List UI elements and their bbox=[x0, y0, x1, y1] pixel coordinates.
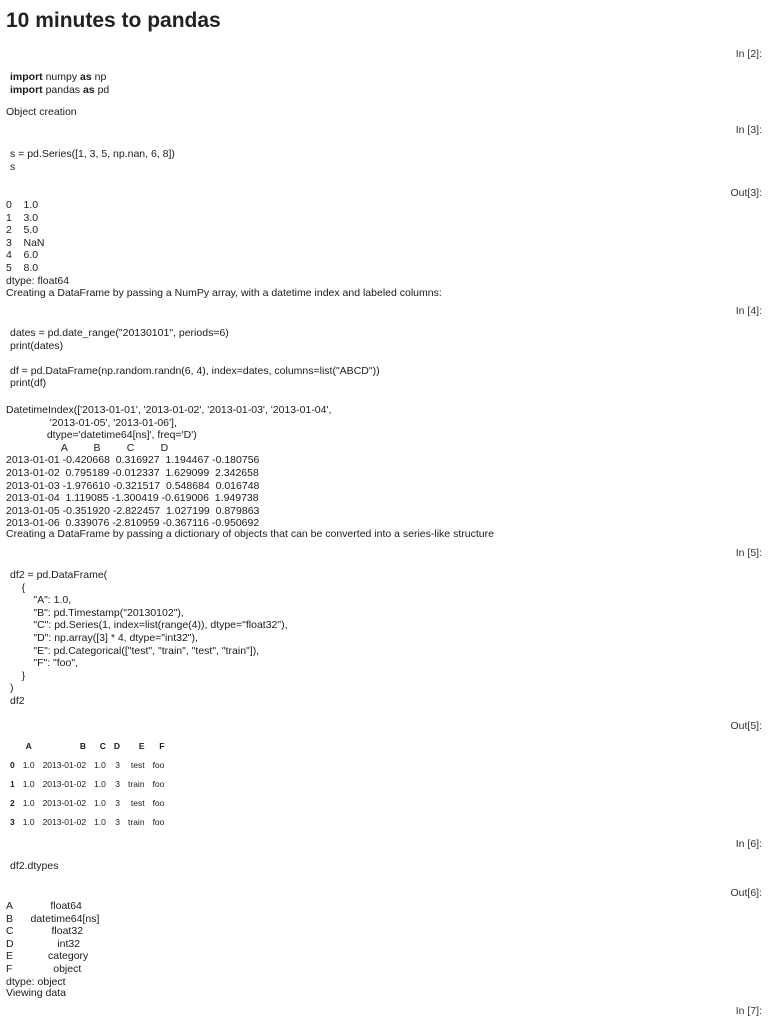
table-cell: 2013-01-02 bbox=[42, 759, 87, 770]
output-text: A float64 B datetime64[ns] C float32 D int32 E category F object dtype: object bbox=[6, 900, 100, 988]
input-prompt: In [6]: bbox=[735, 838, 762, 850]
code-token: numpy bbox=[42, 71, 81, 83]
dataframe-table bbox=[6, 736, 168, 831]
code-cell[interactable]: s = pd.Series([1, 3, 5, np.nan, 6, 8]) s bbox=[10, 148, 175, 173]
code-cell[interactable]: df2.dtypes bbox=[10, 860, 59, 872]
table-cell: 1.0 bbox=[94, 759, 106, 770]
table-cell: train bbox=[128, 778, 145, 789]
markdown-text: Viewing data bbox=[6, 987, 66, 999]
column-header: E bbox=[138, 740, 145, 751]
table-cell: 1.0 bbox=[94, 797, 106, 808]
index-header bbox=[6, 736, 19, 755]
table-cell: foo bbox=[152, 778, 165, 789]
table-cell: 1.0 bbox=[94, 816, 106, 827]
table-cell: test bbox=[130, 759, 145, 770]
input-prompt: In [3]: bbox=[735, 124, 762, 136]
column-header: B bbox=[79, 740, 87, 751]
code-cell[interactable] bbox=[10, 71, 109, 96]
row-index: 1 bbox=[10, 778, 15, 789]
markdown-text: Creating a DataFrame by passing a dictionary of objects that can be converted into a series-like structure bbox=[6, 528, 494, 540]
table-cell: 2013-01-02 bbox=[42, 797, 87, 808]
table-cell: 1.0 bbox=[94, 778, 106, 789]
row-index: 3 bbox=[10, 816, 15, 827]
table-cell: 2013-01-02 bbox=[42, 778, 87, 789]
input-prompt: In [5]: bbox=[735, 547, 762, 559]
table-cell: 1.0 bbox=[22, 759, 35, 770]
table-cell: foo bbox=[152, 759, 165, 770]
table-cell: foo bbox=[152, 816, 165, 827]
markdown-text: Object creation bbox=[6, 106, 77, 118]
table-cell: 3 bbox=[115, 759, 121, 770]
column-header: F bbox=[159, 740, 165, 751]
table-cell: 2013-01-02 bbox=[42, 816, 87, 827]
code-token: np bbox=[91, 71, 107, 83]
table-cell: test bbox=[130, 797, 145, 808]
output-prompt: Out[3]: bbox=[730, 187, 762, 199]
table-cell: 1.0 bbox=[22, 797, 35, 808]
table-cell: foo bbox=[152, 797, 165, 808]
table-cell: 3 bbox=[115, 778, 121, 789]
table-cell: 3 bbox=[115, 816, 121, 827]
output-text: 0 1.0 1 3.0 2 5.0 3 NaN 4 6.0 5 8.0 dtype: float64 bbox=[6, 199, 70, 287]
code-token: pandas bbox=[42, 83, 83, 96]
row-index: 0 bbox=[10, 759, 15, 770]
keyword: as bbox=[80, 71, 92, 83]
output-text: DatetimeIndex(['2013-01-01', '2013-01-02', '2013-01-03', '2013-01-04', '2013-01-05', '2013-01-06'], dtype='datetime64[ns]', freq='D') A B C D 2013-01-01 -0.420668 0.316927 1.194467 -0.180756 2013-01-02 0.795189 -0.012337 1.629099 2.342658 2013-01-03 -1.976610 -0.321517 0.548684 0.016748 2013-01-04 1.119085 -1.300419 -0.619006 1.949738 2013-01-05 -0.351920 -2.822457 1.027199 0.879863 2013-01-06 0.339076 -2.810959 -0.367116 -0.950692 bbox=[6, 404, 332, 530]
table-cell: 3 bbox=[115, 797, 121, 808]
column-header: D bbox=[113, 740, 121, 751]
table-cell: 1.0 bbox=[22, 778, 35, 789]
input-prompt: In [2]: bbox=[735, 48, 762, 60]
code-cell[interactable]: df2 = pd.DataFrame( { "A": 1.0, "B": pd.Timestamp("20130102"), "C": pd.Series(1, index=list(range(4)), dtype="float32"), "D": np.array([3] * 4, dtype="int32"), "E": pd.Categorical(["test", "train", "test", "train"]), "F": "foo", } ) df2 bbox=[10, 569, 288, 707]
table-row bbox=[6, 755, 168, 774]
table-row bbox=[6, 774, 168, 793]
table-cell: train bbox=[128, 816, 145, 827]
input-prompt: In [4]: bbox=[735, 305, 762, 317]
keyword: as bbox=[82, 83, 95, 96]
page-title: 10 minutes to pandas bbox=[6, 9, 221, 32]
output-prompt: Out[6]: bbox=[730, 887, 762, 899]
keyword: import bbox=[10, 71, 43, 83]
keyword: import bbox=[10, 83, 43, 96]
input-prompt: In [7]: bbox=[735, 1005, 762, 1017]
row-index: 2 bbox=[10, 797, 15, 808]
markdown-text: Creating a DataFrame by passing a NumPy array, with a datetime index and labeled columns: bbox=[6, 287, 442, 299]
code-cell[interactable]: dates = pd.date_range("20130101", periods=6) print(dates) df = pd.DataFrame(np.random.randn(6, 4), index=dates, columns=list("ABCD")) print(df) bbox=[10, 327, 380, 390]
output-prompt: Out[5]: bbox=[730, 720, 762, 732]
code-token: pd bbox=[94, 83, 110, 96]
table-row bbox=[6, 793, 168, 812]
table-header-row bbox=[6, 736, 168, 755]
column-header: A bbox=[25, 740, 32, 751]
table-row bbox=[6, 812, 168, 831]
column-header: C bbox=[99, 740, 106, 751]
table-cell: 1.0 bbox=[22, 816, 35, 827]
